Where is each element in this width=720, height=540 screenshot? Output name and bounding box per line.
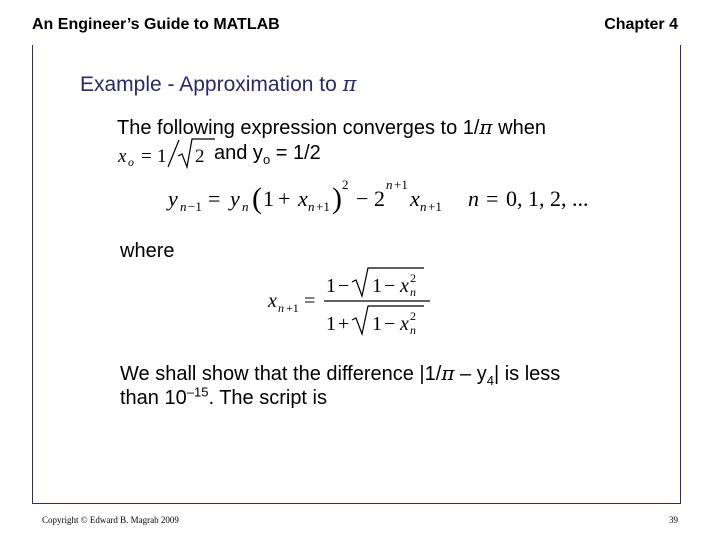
svg-text:+1: +1 (394, 177, 408, 192)
svg-text:+1: +1 (316, 199, 330, 214)
svg-text:2: 2 (374, 186, 385, 211)
svg-text:2: 2 (342, 177, 349, 192)
intro-line-2 (214, 142, 321, 165)
svg-text:n: n (242, 199, 249, 214)
intro-line-2-sub: o (262, 152, 271, 167)
svg-text:1: 1 (157, 146, 167, 167)
conclusion-sub: 4 (486, 373, 494, 388)
svg-text:n: n (410, 323, 416, 337)
svg-text:−: − (384, 275, 396, 297)
svg-text:x: x (298, 186, 308, 211)
svg-text:n: n (278, 301, 284, 315)
intro-line-2-end: = 1/2 (270, 142, 321, 164)
svg-text:1: 1 (263, 186, 274, 211)
conclusion-text-d: than 10 (120, 387, 187, 409)
conclusion-text-c: | is less (493, 363, 561, 385)
svg-text:=: = (304, 290, 316, 312)
equation-x0 (115, 136, 215, 172)
svg-text:x: x (410, 186, 420, 211)
svg-text:+: + (338, 313, 350, 335)
svg-text:−: − (384, 313, 396, 335)
svg-text:x: x (268, 290, 277, 312)
conclusion-text-b: – y (454, 363, 487, 385)
svg-text:=: = (141, 146, 152, 167)
svg-text:1: 1 (372, 275, 382, 297)
svg-text:−: − (356, 186, 369, 211)
intro-text-a: The following expression converges to 1/ (117, 117, 480, 139)
svg-text:y: y (230, 186, 240, 211)
pi-symbol: π (342, 72, 357, 96)
conclusion-line-1 (120, 361, 560, 386)
svg-text:n: n (410, 285, 416, 299)
svg-text:2: 2 (410, 309, 416, 323)
intro-text-b: when (492, 117, 546, 139)
conclusion-text-a: We shall show that the difference |1/ (120, 363, 442, 385)
header-title: An Engineer’s Guide to MATLAB (32, 16, 280, 33)
svg-text:n: n (468, 186, 479, 211)
equation-xn (262, 262, 432, 342)
conclusion-line-2 (120, 384, 327, 410)
svg-text:x: x (118, 146, 127, 167)
svg-text:−: − (338, 275, 350, 297)
where-label: where (120, 240, 175, 262)
header-chapter: Chapter 4 (604, 16, 678, 33)
svg-text:0, 1, 2, ...: 0, 1, 2, ... (506, 186, 589, 211)
slide-title (80, 72, 356, 97)
svg-text:o: o (128, 155, 134, 169)
svg-text:n: n (420, 199, 427, 214)
svg-text:n: n (386, 177, 393, 192)
svg-text:1: 1 (372, 313, 382, 335)
intro-line-2-text: and y (214, 142, 263, 164)
svg-text:): ) (332, 182, 342, 215)
svg-text:n: n (308, 199, 315, 214)
svg-text:y: y (168, 186, 178, 211)
svg-text:n: n (180, 199, 187, 214)
pi-symbol: π (479, 115, 493, 139)
svg-text:x: x (400, 275, 409, 297)
svg-text:x: x (400, 313, 409, 335)
svg-text:+: + (278, 186, 291, 211)
svg-text:2: 2 (195, 146, 205, 167)
pi-symbol: π (441, 361, 455, 385)
footer-copyright: Copyright © Edward B. Magrab 2009 (42, 515, 179, 525)
slide-title-text: Example - Approximation to (80, 73, 343, 96)
equation-recurrence (160, 172, 600, 220)
svg-text:1: 1 (326, 313, 336, 335)
conclusion-text-e: . The script is (208, 387, 327, 409)
svg-text:+1: +1 (428, 199, 442, 214)
svg-text:−1: −1 (188, 199, 202, 214)
svg-text:=: = (208, 186, 221, 211)
svg-text:2: 2 (410, 271, 416, 285)
svg-text:(: ( (252, 182, 262, 215)
page-number: 39 (669, 515, 678, 525)
svg-text:=: = (486, 186, 499, 211)
svg-text:+1: +1 (286, 301, 299, 315)
svg-text:1: 1 (326, 275, 336, 297)
conclusion-sup: –15 (186, 384, 209, 400)
